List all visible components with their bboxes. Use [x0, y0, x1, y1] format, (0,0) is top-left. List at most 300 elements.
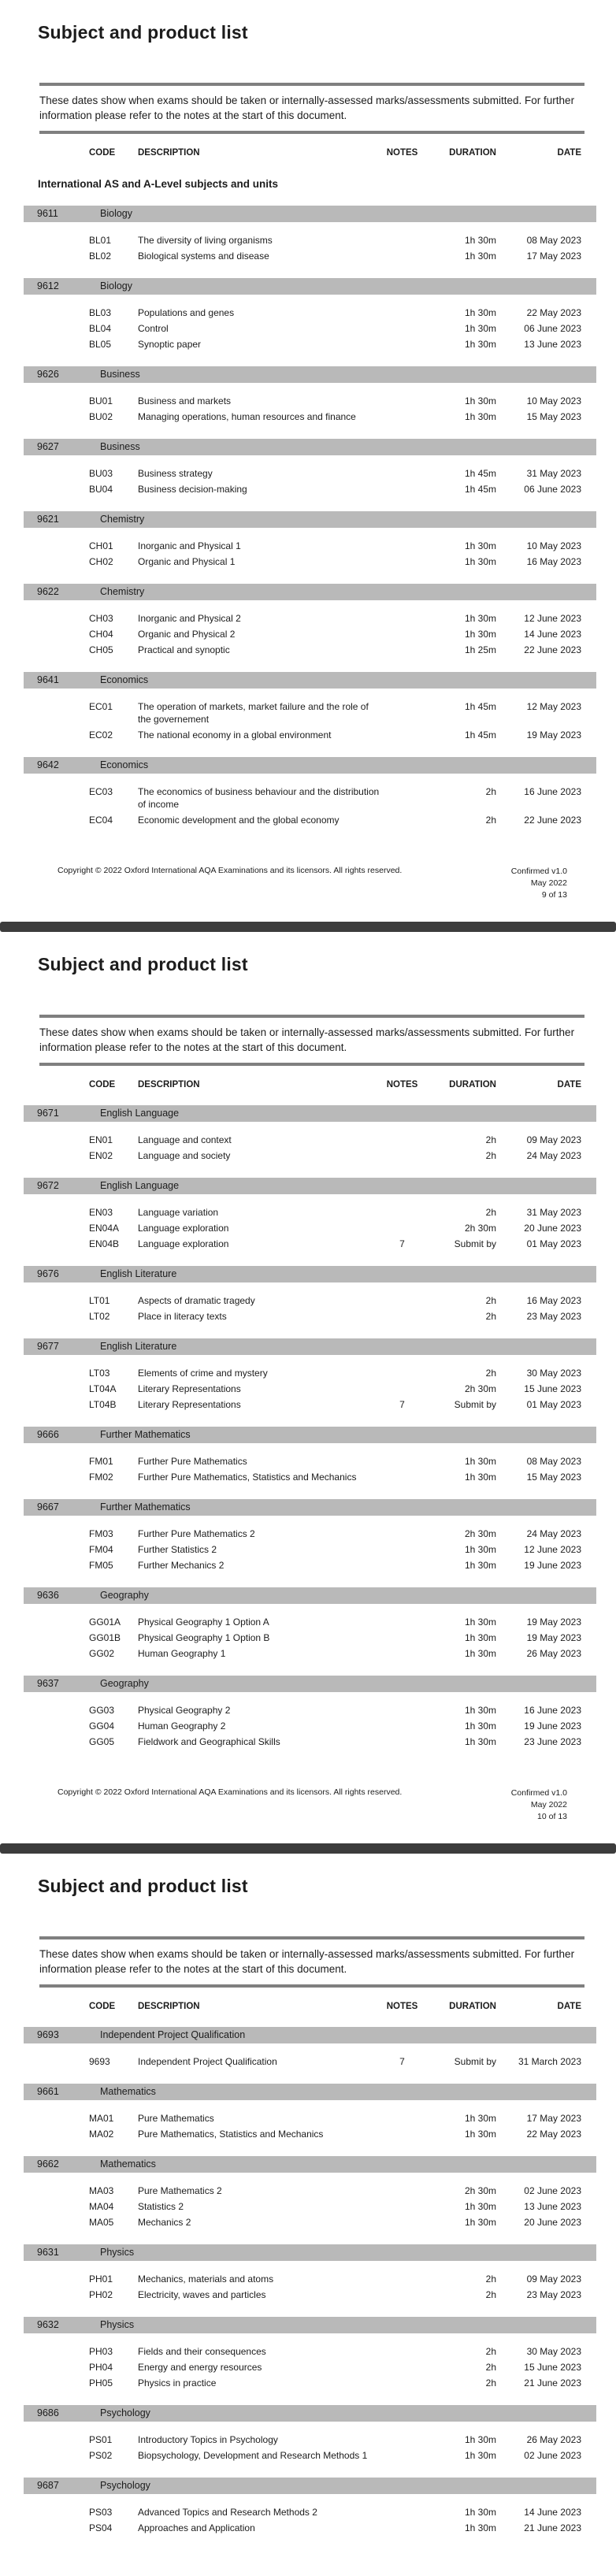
band-spacer — [24, 2247, 37, 2258]
subject-band — [24, 1427, 596, 1443]
row-duration: 1h 30m — [464, 629, 496, 640]
subject-band-name: Chemistry — [100, 586, 145, 597]
row-date: 24 May 2023 — [526, 1528, 581, 1539]
intro-text: These dates show when exams should be taken or internally-assessed marks/assessments submitted. For further information please refer to the notes at the start of this document. — [39, 95, 575, 121]
row-duration: 2h — [485, 786, 496, 797]
subject-band-name: Psychology — [100, 2407, 150, 2418]
band-spacer — [24, 1501, 37, 1513]
subject-band — [24, 757, 596, 774]
row-duration: 2h — [485, 1207, 496, 1218]
row-description: Managing operations, human resources and finance — [138, 411, 356, 422]
row-code: BU03 — [89, 468, 113, 479]
row-code: PS03 — [89, 2507, 113, 2518]
exam-row — [89, 2128, 581, 2140]
row-notes — [380, 2433, 424, 2446]
row-date: 17 May 2023 — [526, 251, 581, 262]
column-header-code: CODE — [89, 1080, 116, 1089]
row-notes — [380, 2361, 424, 2374]
subject-band — [24, 584, 596, 600]
row-notes — [380, 612, 424, 625]
row-code: BU01 — [89, 395, 113, 406]
subject-band-code: 9642 — [37, 759, 59, 770]
footer-page-number: 9 of 13 — [541, 890, 567, 900]
row-duration: 1h 30m — [464, 1648, 496, 1659]
row-description: Physics in practice — [138, 2377, 217, 2389]
subject-band-code: 9662 — [37, 2158, 59, 2170]
column-header-duration: DURATION — [449, 148, 496, 158]
row-notes — [380, 700, 424, 726]
row-description: Introductory Topics in Psychology — [138, 2434, 278, 2445]
row-date: 19 May 2023 — [526, 1616, 581, 1628]
row-duration: Submit by — [454, 1238, 496, 1249]
exam-row — [89, 234, 581, 247]
footer-version-block — [511, 1787, 567, 1823]
row-date: 31 May 2023 — [526, 1207, 581, 1218]
band-spacer — [24, 280, 37, 291]
row-notes — [380, 1559, 424, 1572]
row-notes — [380, 2345, 424, 2358]
row-notes — [380, 2273, 424, 2285]
row-date: 12 May 2023 — [526, 701, 581, 712]
row-date: 16 June 2023 — [524, 1705, 581, 1716]
row-duration: 1h 30m — [464, 2201, 496, 2212]
row-duration: 1h 30m — [464, 395, 496, 406]
row-duration: 1h 30m — [464, 1456, 496, 1467]
exam-row — [89, 2377, 581, 2389]
row-notes — [380, 2128, 424, 2140]
row-description: Human Geography 2 — [138, 1720, 226, 1732]
subject-band-code: 9686 — [37, 2407, 59, 2418]
row-notes — [380, 395, 424, 407]
row-description: Economic development and the global economy — [138, 815, 340, 826]
row-notes — [380, 1134, 424, 1146]
row-duration: 2h 30m — [464, 1528, 496, 1539]
row-notes: 7 — [399, 1399, 405, 1410]
row-duration: 1h 30m — [464, 2522, 496, 2533]
row-description: Physical Geography 1 Option A — [138, 1616, 269, 1628]
row-code: FM01 — [89, 1456, 113, 1467]
row-duration: 1h 30m — [464, 2129, 496, 2140]
row-date: 21 June 2023 — [524, 2522, 581, 2533]
exam-row — [89, 540, 581, 552]
subject-band-code: 9612 — [37, 280, 59, 291]
row-description: Further Pure Mathematics, Statistics and Mechanics — [138, 1472, 357, 1483]
intro-text: These dates show when exams should be taken or internally-assessed marks/assessments submitted. For further information please refer to the notes at the start of this document. — [39, 1026, 575, 1053]
exam-row — [89, 1527, 581, 1540]
row-notes — [380, 628, 424, 640]
subject-band — [24, 1105, 596, 1122]
page-separator-bar — [0, 1843, 616, 1854]
row-duration: 1h 30m — [464, 2217, 496, 2228]
subject-band-name: Mathematics — [100, 2158, 156, 2170]
exam-row — [89, 2506, 581, 2518]
exam-row — [89, 1383, 581, 1395]
row-duration: 1h 30m — [464, 307, 496, 318]
row-date: 15 May 2023 — [526, 411, 581, 422]
row-duration: 1h 45m — [464, 468, 496, 479]
exam-row — [89, 2273, 581, 2285]
subject-band — [24, 439, 596, 455]
exam-row — [89, 785, 581, 811]
row-code: CH05 — [89, 644, 113, 655]
row-notes — [380, 2112, 424, 2125]
document-page — [0, 1854, 616, 2534]
row-duration: 2h — [485, 2362, 496, 2373]
exam-row — [89, 814, 581, 826]
horizontal-rule-top — [39, 1015, 584, 1018]
band-spacer — [24, 759, 37, 770]
row-code: FM04 — [89, 1544, 113, 1555]
band-spacer — [24, 674, 37, 685]
table-column-headers — [89, 1080, 581, 1089]
exam-row — [89, 555, 581, 568]
row-description: Energy and energy resources — [138, 2362, 262, 2373]
row-description: Mechanics 2 — [138, 2217, 191, 2228]
row-date: 15 May 2023 — [526, 1472, 581, 1483]
row-code: CH04 — [89, 629, 113, 640]
band-spacer — [24, 1268, 37, 1279]
horizontal-rule-bottom — [39, 1063, 584, 1066]
subject-band-name: Psychology — [100, 2480, 150, 2491]
exam-row — [89, 2200, 581, 2213]
exam-row — [89, 1310, 581, 1323]
page-footer — [58, 866, 567, 922]
row-duration: 1h 30m — [464, 540, 496, 551]
exam-row — [89, 467, 581, 480]
subject-band — [24, 1178, 596, 1194]
row-date: 12 June 2023 — [524, 613, 581, 624]
row-duration: 1h 30m — [464, 251, 496, 262]
row-notes — [380, 1616, 424, 1628]
row-notes — [380, 467, 424, 480]
subject-band — [24, 672, 596, 689]
row-code: LT04B — [89, 1399, 117, 1410]
exam-row — [89, 644, 581, 656]
row-description: Inorganic and Physical 1 — [138, 540, 241, 551]
row-description: Physical Geography 1 Option B — [138, 1632, 270, 1643]
page-separator-bar — [0, 922, 616, 932]
row-code: CH03 — [89, 613, 113, 624]
subject-band-code: 9687 — [37, 2480, 59, 2491]
row-date: 16 May 2023 — [526, 1295, 581, 1306]
subject-band — [24, 2027, 596, 2043]
row-date: 09 May 2023 — [526, 1134, 581, 1145]
row-notes — [380, 1149, 424, 1162]
row-duration: 1h 45m — [464, 701, 496, 712]
exam-row — [89, 2216, 581, 2229]
footer-copyright: Copyright © 2022 Oxford International AQA Examinations and its licensors. All rights reserved. — [58, 866, 403, 875]
rows-group — [89, 2433, 581, 2462]
row-description: Approaches and Application — [138, 2522, 255, 2533]
subject-band-name: Economics — [100, 759, 149, 770]
row-date: 16 May 2023 — [526, 556, 581, 567]
row-date: 20 June 2023 — [524, 2217, 581, 2228]
subject-band-code: 9626 — [37, 369, 59, 380]
row-date: 19 June 2023 — [524, 1560, 581, 1571]
rows-group — [89, 1455, 581, 1483]
rows-group — [89, 2506, 581, 2534]
row-description: Biopsychology, Development and Research Methods 1 — [138, 2450, 368, 2461]
subject-band-name: Economics — [100, 674, 149, 685]
row-notes — [380, 1720, 424, 1732]
row-code: GG01B — [89, 1632, 121, 1643]
row-duration: 2h — [485, 2377, 496, 2389]
row-date: 30 May 2023 — [526, 1368, 581, 1379]
row-date: 14 June 2023 — [524, 629, 581, 640]
subject-band-code: 9631 — [37, 2247, 59, 2258]
row-code: FM05 — [89, 1560, 113, 1571]
exam-row — [89, 1720, 581, 1732]
band-spacer — [24, 1108, 37, 1119]
exam-row — [89, 338, 581, 351]
row-description: Further Statistics 2 — [138, 1544, 217, 1555]
row-code: BL04 — [89, 323, 112, 334]
row-date: 26 May 2023 — [526, 2434, 581, 2445]
row-description: Further Pure Mathematics 2 — [138, 1528, 255, 1539]
row-description: Pure Mathematics 2 — [138, 2185, 222, 2196]
band-spacer — [24, 514, 37, 525]
row-code: EN02 — [89, 1150, 113, 1161]
row-notes — [380, 785, 424, 811]
row-notes — [380, 2288, 424, 2301]
subject-band-name: Further Mathematics — [100, 1501, 191, 1513]
row-description: The diversity of living organisms — [138, 235, 273, 246]
row-description: Human Geography 1 — [138, 1648, 226, 1659]
row-duration: 2h — [485, 1134, 496, 1145]
row-date: 30 May 2023 — [526, 2346, 581, 2357]
row-code: LT01 — [89, 1295, 110, 1306]
row-date: 22 May 2023 — [526, 307, 581, 318]
exam-row — [89, 1559, 581, 1572]
row-notes — [380, 2449, 424, 2462]
subject-band-name: Independent Project Qualification — [100, 2029, 246, 2040]
row-duration: 1h 30m — [464, 2434, 496, 2445]
rows-group — [89, 2184, 581, 2229]
row-notes — [380, 1735, 424, 1748]
row-notes — [380, 234, 424, 247]
row-date: 15 June 2023 — [524, 2362, 581, 2373]
row-code: FM03 — [89, 1528, 113, 1539]
row-code: PH05 — [89, 2377, 113, 2389]
subject-band-name: English Literature — [100, 1341, 177, 1352]
rows-group — [89, 395, 581, 423]
row-date: 19 June 2023 — [524, 1720, 581, 1732]
row-date: 06 June 2023 — [524, 484, 581, 495]
row-duration: 1h 25m — [464, 644, 496, 655]
page-title: Subject and product list — [38, 22, 248, 43]
subject-band-code: 9667 — [37, 1501, 59, 1513]
exam-row — [89, 1735, 581, 1748]
row-duration: 1h 30m — [464, 1720, 496, 1732]
exam-row — [89, 1543, 581, 1556]
page-footer — [58, 1787, 567, 1843]
subject-band — [24, 2244, 596, 2261]
row-code: PH04 — [89, 2362, 113, 2373]
column-header-date: DATE — [557, 2002, 581, 2011]
row-code: PH03 — [89, 2346, 113, 2357]
row-date: 10 May 2023 — [526, 540, 581, 551]
row-notes: 7 — [399, 1238, 405, 1249]
row-code: PS04 — [89, 2522, 113, 2533]
row-code: PS01 — [89, 2434, 113, 2445]
exam-row — [89, 1631, 581, 1644]
row-duration: 1h 30m — [464, 2507, 496, 2518]
row-code: EN04A — [89, 1223, 120, 1234]
subject-band — [24, 1499, 596, 1516]
rows-group — [89, 700, 581, 741]
row-duration: 1h 30m — [464, 1705, 496, 1716]
subject-band-code: 9622 — [37, 586, 59, 597]
rows-group — [89, 785, 581, 826]
intro-text: These dates show when exams should be taken or internally-assessed marks/assessments submitted. For further information please refer to the notes at the start of this document. — [39, 1948, 575, 1975]
exam-row — [89, 1149, 581, 1162]
rows-group — [89, 1704, 581, 1748]
row-notes — [380, 555, 424, 568]
row-code: LT02 — [89, 1311, 110, 1322]
row-notes — [380, 338, 424, 351]
row-notes: 7 — [399, 2056, 405, 2067]
row-description: Mechanics, materials and atoms — [138, 2273, 274, 2285]
document-page — [0, 932, 616, 1843]
row-code: GG02 — [89, 1648, 115, 1659]
row-notes — [380, 1367, 424, 1379]
subject-band — [24, 2156, 596, 2173]
subject-band-code: 9671 — [37, 1108, 59, 1119]
band-spacer — [24, 2029, 37, 2040]
subject-band-name: Geography — [100, 1590, 149, 1601]
row-notes — [380, 2506, 424, 2518]
column-header-notes: NOTES — [386, 1080, 418, 1089]
row-notes — [380, 1471, 424, 1483]
row-duration: 1h 30m — [464, 2113, 496, 2124]
row-notes — [380, 540, 424, 552]
exam-row — [89, 1134, 581, 1146]
column-header-duration: DURATION — [449, 2002, 496, 2011]
row-code: GG04 — [89, 1720, 115, 1732]
row-date: 22 June 2023 — [524, 815, 581, 826]
row-code: CH01 — [89, 540, 113, 551]
subject-band-name: Business — [100, 441, 140, 452]
exam-row — [89, 612, 581, 625]
row-code: MA03 — [89, 2185, 114, 2196]
exam-row — [89, 2522, 581, 2534]
row-duration: 1h 30m — [464, 1544, 496, 1555]
column-header-date: DATE — [557, 148, 581, 158]
row-code: BL03 — [89, 307, 112, 318]
row-description: Aspects of dramatic tragedy — [138, 1295, 255, 1306]
subject-band-name: Physics — [100, 2247, 135, 2258]
row-description: Organic and Physical 1 — [138, 556, 236, 567]
band-spacer — [24, 1590, 37, 1601]
band-spacer — [24, 208, 37, 219]
row-date: 21 June 2023 — [524, 2377, 581, 2389]
bottom-whitespace — [0, 2544, 616, 2576]
footer-copyright: Copyright © 2022 Oxford International AQA Examinations and its licensors. All rights reserved. — [58, 1787, 403, 1797]
row-date: 24 May 2023 — [526, 1150, 581, 1161]
subject-band-name: English Literature — [100, 1268, 177, 1279]
subject-band — [24, 2317, 596, 2333]
column-header-notes: NOTES — [386, 148, 418, 158]
row-code: EN01 — [89, 1134, 113, 1145]
row-code: LT03 — [89, 1368, 110, 1379]
horizontal-rule-bottom — [39, 1984, 584, 1988]
rows-group — [89, 1527, 581, 1572]
row-date: 13 June 2023 — [524, 2201, 581, 2212]
rows-group — [89, 2345, 581, 2389]
subject-band-code: 9632 — [37, 2319, 59, 2330]
subject-band — [24, 1266, 596, 1282]
row-date: 31 March 2023 — [518, 2056, 581, 2067]
row-duration: 2h — [485, 1150, 496, 1161]
row-notes — [380, 1383, 424, 1395]
row-duration: 1h 30m — [464, 323, 496, 334]
exam-row — [89, 1294, 581, 1307]
exam-row — [89, 1471, 581, 1483]
exam-row — [89, 1647, 581, 1660]
row-duration: 1h 45m — [464, 729, 496, 741]
rows-group — [89, 467, 581, 496]
row-duration: 1h 30m — [464, 1736, 496, 1747]
subject-band-code: 9627 — [37, 441, 59, 452]
rows-group — [89, 540, 581, 568]
column-header-duration: DURATION — [449, 1080, 496, 1089]
row-notes — [380, 2216, 424, 2229]
row-code: GG03 — [89, 1705, 115, 1716]
subject-band-name: Chemistry — [100, 514, 145, 525]
row-duration: Submit by — [454, 1399, 496, 1410]
horizontal-rule-bottom — [39, 131, 584, 134]
row-code: 9693 — [89, 2056, 110, 2067]
exam-row — [89, 1455, 581, 1468]
column-header-code: CODE — [89, 148, 116, 158]
row-date: 06 June 2023 — [524, 323, 581, 334]
horizontal-rule-top — [39, 1936, 584, 1939]
row-date: 22 May 2023 — [526, 2129, 581, 2140]
row-code: PH02 — [89, 2289, 113, 2300]
subject-band — [24, 366, 596, 383]
row-code: BL01 — [89, 235, 112, 246]
row-description: Independent Project Qualification — [138, 2056, 277, 2067]
row-notes — [380, 1631, 424, 1644]
row-code: FM02 — [89, 1472, 113, 1483]
rows-group — [89, 1367, 581, 1411]
row-duration: 1h 30m — [464, 339, 496, 350]
row-date: 01 May 2023 — [526, 1238, 581, 1249]
band-spacer — [24, 2086, 37, 2097]
exam-row — [89, 410, 581, 423]
row-description: Inorganic and Physical 2 — [138, 613, 241, 624]
row-date: 12 June 2023 — [524, 1544, 581, 1555]
row-notes — [380, 250, 424, 262]
band-spacer — [24, 586, 37, 597]
exam-row — [89, 2288, 581, 2301]
subject-band-code: 9641 — [37, 674, 59, 685]
subject-band-name: Geography — [100, 1678, 149, 1689]
row-date: 02 June 2023 — [524, 2185, 581, 2196]
row-date: 15 June 2023 — [524, 1383, 581, 1394]
row-notes — [380, 306, 424, 319]
horizontal-rule-top — [39, 83, 584, 86]
row-notes — [380, 322, 424, 335]
subject-band — [24, 1676, 596, 1692]
sections-container — [0, 178, 616, 826]
row-notes — [380, 1704, 424, 1717]
row-description: Advanced Topics and Research Methods 2 — [138, 2507, 317, 2518]
rows-group — [89, 2273, 581, 2301]
row-duration: 1h 30m — [464, 1632, 496, 1643]
column-header-date: DATE — [557, 1080, 581, 1089]
row-code: MA04 — [89, 2201, 114, 2212]
